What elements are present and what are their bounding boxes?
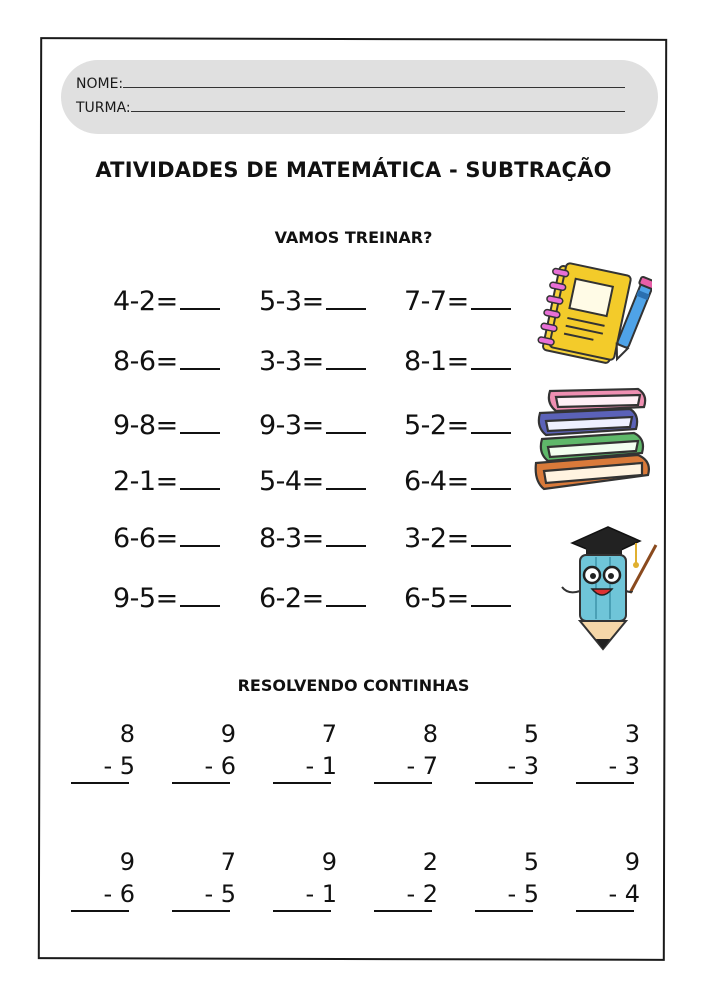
subtraction-problem[interactable] xyxy=(71,720,141,782)
equation-text: 5-2= xyxy=(404,410,469,441)
result-line xyxy=(576,782,634,784)
subtraction-problem[interactable] xyxy=(374,848,444,910)
equation-text: 3-2= xyxy=(404,523,469,554)
notebook-pen-icon xyxy=(532,262,652,372)
answer-blank[interactable] xyxy=(326,286,366,310)
answer-blank[interactable] xyxy=(326,346,366,370)
equation-text: 8-3= xyxy=(259,523,324,554)
subtraction-problem[interactable] xyxy=(71,848,141,910)
result-line xyxy=(71,782,129,784)
answer-blank[interactable] xyxy=(471,286,511,310)
minuend: 9 xyxy=(624,848,640,876)
equation-item[interactable] xyxy=(113,466,220,497)
subtrahend: - 6 xyxy=(103,880,135,908)
section2-title: RESOLVENDO CONTINHAS xyxy=(237,676,470,695)
result-line xyxy=(273,910,331,912)
answer-blank[interactable] xyxy=(326,583,366,607)
subtrahend: - 6 xyxy=(204,752,236,780)
page-title: ATIVIDADES DE MATEMÁTICA - SUBTRAÇÃO xyxy=(95,158,612,182)
equation-text: 6-6= xyxy=(113,523,178,554)
equation-text: 7-7= xyxy=(404,286,469,317)
equation-text: 6-4= xyxy=(404,466,469,497)
minuend: 5 xyxy=(523,720,539,748)
result-line xyxy=(374,782,432,784)
result-line xyxy=(172,910,230,912)
minuend: 8 xyxy=(422,720,438,748)
minuend: 9 xyxy=(119,848,135,876)
equation-item[interactable] xyxy=(259,410,366,441)
subtraction-problem[interactable] xyxy=(475,720,545,782)
equation-item[interactable] xyxy=(113,583,220,614)
subtrahend: - 3 xyxy=(608,752,640,780)
equation-text: 5-4= xyxy=(259,466,324,497)
result-line xyxy=(576,910,634,912)
equation-item[interactable] xyxy=(404,346,511,377)
minuend: 3 xyxy=(624,720,640,748)
nome-line xyxy=(123,75,625,88)
answer-blank[interactable] xyxy=(326,523,366,547)
equation-text: 4-2= xyxy=(113,286,178,317)
equation-item[interactable] xyxy=(113,346,220,377)
equation-item[interactable] xyxy=(404,523,511,554)
minuend: 9 xyxy=(220,720,236,748)
subtrahend: - 5 xyxy=(204,880,236,908)
result-line xyxy=(273,782,331,784)
minuend: 7 xyxy=(220,848,236,876)
answer-blank[interactable] xyxy=(180,523,220,547)
equation-item[interactable] xyxy=(404,286,511,317)
result-line xyxy=(475,910,533,912)
subtrahend: - 3 xyxy=(507,752,539,780)
minuend: 5 xyxy=(523,848,539,876)
subtrahend: - 4 xyxy=(608,880,640,908)
equation-text: 5-3= xyxy=(259,286,324,317)
answer-blank[interactable] xyxy=(471,466,511,490)
result-line xyxy=(475,782,533,784)
equation-item[interactable] xyxy=(259,523,366,554)
pencil-graduate-icon xyxy=(552,515,662,655)
answer-blank[interactable] xyxy=(180,286,220,310)
subtrahend: - 7 xyxy=(406,752,438,780)
result-line xyxy=(374,910,432,912)
subtrahend: - 2 xyxy=(406,880,438,908)
equation-text: 9-8= xyxy=(113,410,178,441)
equation-item[interactable] xyxy=(113,286,220,317)
equation-item[interactable] xyxy=(259,466,366,497)
answer-blank[interactable] xyxy=(180,410,220,434)
equation-text: 8-6= xyxy=(113,346,178,377)
equation-text: 6-5= xyxy=(404,583,469,614)
equation-item[interactable] xyxy=(113,523,220,554)
equation-text: 9-3= xyxy=(259,410,324,441)
turma-label: TURMA: xyxy=(76,100,131,116)
result-line xyxy=(172,782,230,784)
subtrahend: - 1 xyxy=(305,752,337,780)
answer-blank[interactable] xyxy=(471,346,511,370)
student-info-box xyxy=(61,60,658,134)
subtraction-problem[interactable] xyxy=(576,720,646,782)
minuend: 8 xyxy=(119,720,135,748)
minuend: 2 xyxy=(422,848,438,876)
equation-item[interactable] xyxy=(113,410,220,441)
turma-line xyxy=(131,99,625,112)
nome-field[interactable] xyxy=(76,75,625,92)
books-stack-icon xyxy=(530,385,656,503)
equation-item[interactable] xyxy=(259,346,366,377)
minuend: 7 xyxy=(321,720,337,748)
equation-text: 9-5= xyxy=(113,583,178,614)
answer-blank[interactable] xyxy=(326,410,366,434)
section1-title: VAMOS TREINAR? xyxy=(274,228,433,247)
answer-blank[interactable] xyxy=(180,583,220,607)
subtraction-problem[interactable] xyxy=(374,720,444,782)
subtraction-problem[interactable] xyxy=(273,720,343,782)
equation-text: 2-1= xyxy=(113,466,178,497)
subtraction-problem[interactable] xyxy=(475,848,545,910)
equation-item[interactable] xyxy=(404,410,511,441)
subtraction-problem[interactable] xyxy=(172,848,242,910)
minuend: 9 xyxy=(321,848,337,876)
subtrahend: - 5 xyxy=(103,752,135,780)
answer-blank[interactable] xyxy=(471,523,511,547)
equation-item[interactable] xyxy=(259,583,366,614)
subtraction-problem[interactable] xyxy=(576,848,646,910)
equation-text: 6-2= xyxy=(259,583,324,614)
answer-blank[interactable] xyxy=(471,410,511,434)
answer-blank[interactable] xyxy=(326,466,366,490)
equation-item[interactable] xyxy=(404,466,511,497)
nome-label: NOME: xyxy=(76,76,124,92)
equation-text: 3-3= xyxy=(259,346,324,377)
subtrahend: - 1 xyxy=(305,880,337,908)
turma-field[interactable] xyxy=(76,99,625,116)
equation-item[interactable] xyxy=(259,286,366,317)
equation-text: 8-1= xyxy=(404,346,469,377)
answer-blank[interactable] xyxy=(471,583,511,607)
subtraction-problem[interactable] xyxy=(273,848,343,910)
subtraction-problem[interactable] xyxy=(172,720,242,782)
answer-blank[interactable] xyxy=(180,466,220,490)
subtrahend: - 5 xyxy=(507,880,539,908)
result-line xyxy=(71,910,129,912)
answer-blank[interactable] xyxy=(180,346,220,370)
equation-item[interactable] xyxy=(404,583,511,614)
